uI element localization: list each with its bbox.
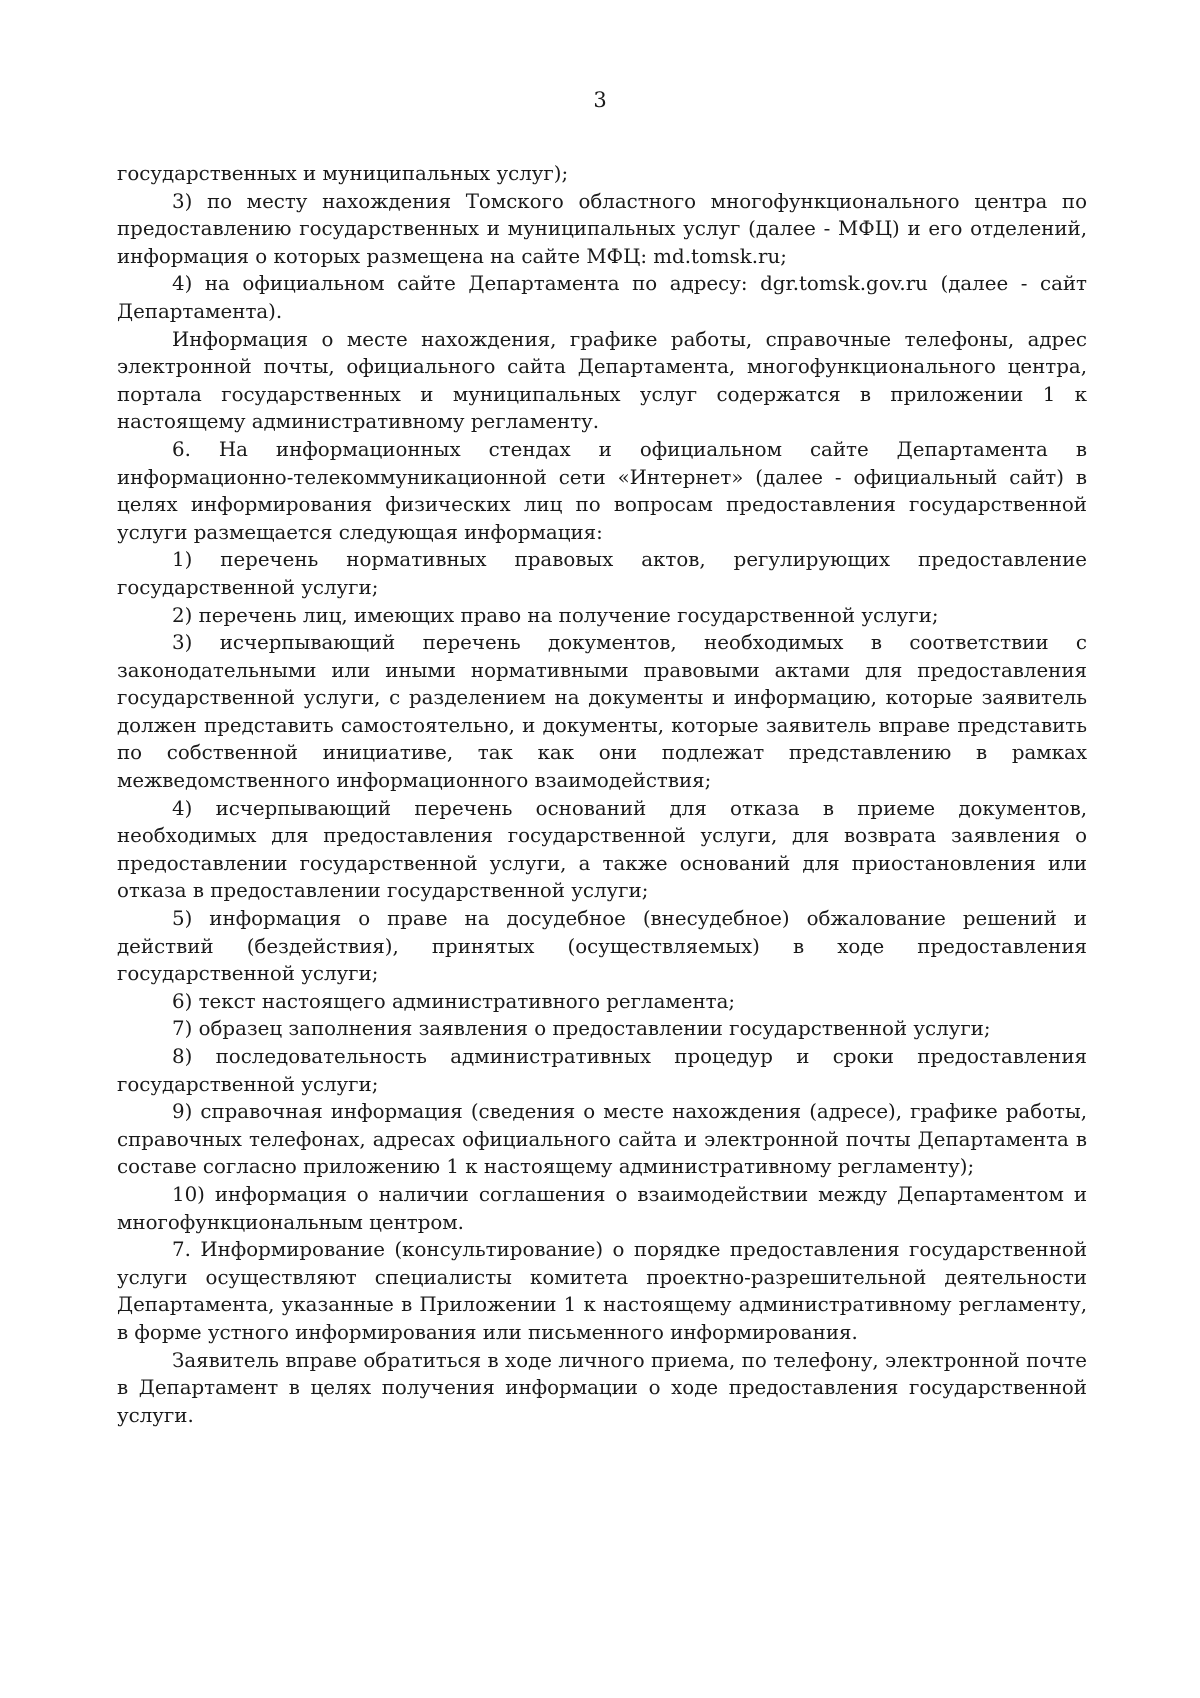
paragraph: 6. На информационных стендах и официальном сайте Департамента в информационно-телекоммуникационной сети «Интернет» (далее - официальный сайт) в целях информирования физических лиц по вопросам предоставления государственной услуги размещается следующая информация:: [117, 437, 1087, 544]
paragraph: 1) перечень нормативных правовых актов, регулирующих предоставление государственной услуги;: [117, 548, 1087, 599]
paragraph: Заявитель вправе обратиться в ходе личного приема, по телефону, электронной почте в Департамент в целях получения информации о ходе предоставления государственной услуги.: [117, 1348, 1087, 1427]
paragraph: 8) последовательность административных процедур и сроки предоставления государственной услуги;: [117, 1045, 1087, 1096]
paragraph: 7) образец заполнения заявления о предоставлении государственной услуги;: [172, 1017, 991, 1041]
paragraph: 10) информация о наличии соглашения о взаимодействии между Департаментом и многофункциональным центром.: [117, 1182, 1087, 1234]
paragraph: 4) исчерпывающий перечень оснований для отказа в приеме документов, необходимых для предоставления государственной услуги, для возврата заявления о предоставлении государственной услуги, а также оснований для приостановления или отказа в предоставлении государственной услуги;: [117, 796, 1087, 903]
paragraph: 2) перечень лиц, имеющих право на получение государственной услуги;: [172, 603, 939, 627]
paragraph: 4) на официальном сайте Департамента по адресу: dgr.tomsk.gov.ru (далее - сайт Департамента).: [117, 272, 1087, 323]
document-body: [117, 160, 1087, 1429]
paragraph: 5) информация о праве на досудебное (внесудебное) обжалование решений и действий (бездействия), принятых (осуществляемых) в ходе предоставления государственной услуги;: [117, 907, 1087, 986]
paragraph: государственных и муниципальных услуг);: [117, 162, 569, 185]
page-number: 3: [593, 88, 607, 112]
paragraph: 7. Информирование (консультирование) о порядке предоставления государственной услуги осуществляют специалисты комитета проектно-разрешительной деятельности Департамента, указанные в Приложении 1 к настоящему административному регламенту, в форме устного информирования или письменного информирования.: [117, 1238, 1087, 1344]
paragraph: 6) текст настоящего административного регламента;: [172, 989, 736, 1013]
paragraph: 3) по месту нахождения Томского областного многофункционального центра по предоставлению государственных и муниципальных услуг (далее - МФЦ) и его отделений, информация о которых размещена на сайте МФЦ: md.tomsk.ru;: [117, 189, 1087, 268]
paragraph: Информация о месте нахождения, графике работы, справочные телефоны, адрес электронной почты, официального сайта Департамента, многофункционального центра, портала государственных и муниципальных услуг содержатся в приложении 1 к настоящему административному регламенту.: [117, 327, 1087, 434]
paragraph: 9) справочная информация (сведения о месте нахождения (адресе), графике работы, справочных телефонах, адресах официального сайта и электронной почты Департамента в составе согласно приложению 1 к настоящему административному регламенту);: [117, 1100, 1087, 1179]
paragraph: 3) исчерпывающий перечень документов, необходимых в соответствии с законодательными или иными нормативными правовыми актами для предоставления государственной услуги, с разделением на документы и информацию, которые заявитель должен представить самостоятельно, и документы, которые заявитель вправе представить по собственной инициативе, так как они подлежат представлению в рамках межведомственного информационного взаимодействия;: [117, 631, 1087, 793]
